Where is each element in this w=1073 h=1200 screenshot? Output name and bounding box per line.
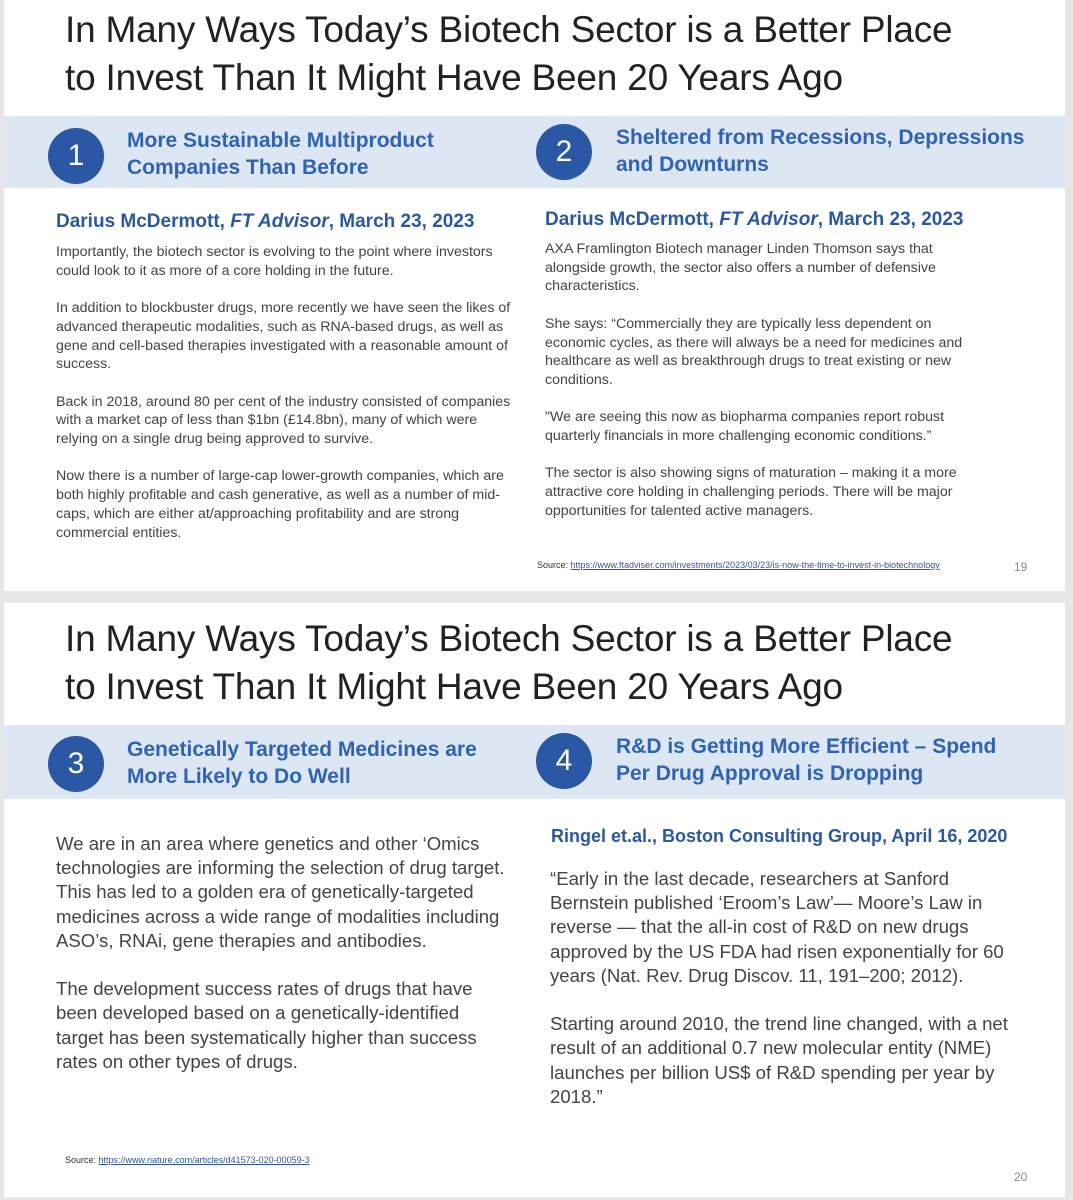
number-badge-2: 2 (536, 124, 592, 180)
number-badge-4: 4 (536, 733, 592, 789)
heading-line-1: More Sustainable Multiproduct (127, 129, 434, 152)
source-link[interactable]: https://www.nature.com/articles/d41573-020-00059-3 (98, 1155, 310, 1165)
title-line-2: to Invest Than It Might Have Been 20 Years Ago (65, 666, 843, 707)
cite-publication: FT Advisor (230, 211, 329, 232)
heading-line-2: Companies Than Before (127, 156, 369, 179)
slide-title (65, 615, 1025, 711)
section-heading-4 (616, 733, 996, 787)
section-heading-1 (127, 127, 434, 181)
citation-1 (56, 210, 475, 234)
paragraph: Importantly, the biotech sector is evolving to the point where investors could look to it as more of a core holding in the future. (56, 244, 493, 279)
heading-line-1: Sheltered from Recessions, Depressions (616, 126, 1025, 149)
body-text-1 (56, 243, 511, 561)
paragraph: AXA Framlington Biotech manager Linden Thomson says that alongside growth, the sector also offers a number of defensive characteristics. (545, 241, 936, 295)
cite-author: Darius McDermott, (56, 211, 231, 232)
number-badge-3: 3 (48, 736, 104, 792)
section-header-band (4, 725, 1065, 799)
paragraph: We are in an area where genetics and other ‘Omics technologies are informing the selection of drug target. This has led to a golden era of genetically-targeted medicines across a wide range of modalities including ASO’s, RNAi, gene therapies and antibodies. (56, 833, 505, 951)
cite-date: , March 23, 2023 (817, 209, 964, 230)
paragraph: The sector is also showing signs of maturation – making it a more attractive core holding in challenging periods. There will be major opportunities for talented active managers. (545, 465, 957, 519)
section-heading-2 (616, 124, 1025, 178)
citation-4: Ringel et.al., Boston Consulting Group, April 16, 2020 (551, 826, 1008, 846)
body-text-3 (56, 832, 511, 1098)
number-badge-1: 1 (48, 128, 104, 184)
paragraph: “Early in the last decade, researchers at Sanford Bernstein published ‘Eroom’s Law’— Moore’s Law in reverse — that the all-in cost of R&D on new drugs approved by the US FDA had risen exponentially for 60 years (Nat. Rev. Drug Discov. 11, 191–200; 2012). (550, 868, 1004, 986)
paragraph: In addition to blockbuster drugs, more recently we have seen the likes of advanced therapeutic modalities, such as RNA-based drugs, as well as gene and cell-based therapies investigated with a reasonable amount of success. (56, 300, 511, 373)
body-text-4 (550, 867, 1020, 1133)
section-header-band (4, 116, 1065, 188)
cite-author: Darius McDermott, (545, 209, 720, 230)
title-line-1: In Many Ways Today’s Biotech Sector is a Better Place (65, 9, 953, 50)
paragraph: She says: “Commercially they are typically less dependent on economic cycles, as there will always be a need for medicines and healthcare as well as breakthrough drugs to treat existing or new conditions. (545, 315, 963, 388)
paragraph: "We are seeing this now as biopharma companies report robust quarterly financials in more challenging economic conditions.” (545, 409, 945, 444)
paragraph: Starting around 2010, the trend line changed, with a net result of an additional 0.7 new molecular entity (NME) launches per billion US$ of R&D spending per year by 2018.” (550, 1013, 1008, 1107)
cite-date: , March 23, 2023 (328, 211, 475, 232)
heading-line-2: and Downturns (616, 153, 769, 176)
heading-line-1: Genetically Targeted Medicines are (127, 738, 477, 761)
paragraph: Now there is a number of large-cap lower-growth companies, which are both highly profitable and cash generative, as well as a number of mid-caps, which are either at/approaching profitability and are strong commercial entities. (56, 468, 504, 541)
slide-19 (4, 0, 1065, 591)
heading-line-2: More Likely to Do Well (127, 765, 351, 788)
cite-publication: FT Advisor (719, 209, 818, 230)
paragraph: Back in 2018, around 80 per cent of the industry consisted of companies with a market cap of less than $1bn (£14.8bn), many of which were relying on a single drug being approved to survive. (56, 393, 511, 447)
source-label: Source: (65, 1155, 99, 1165)
title-line-1: In Many Ways Today’s Biotech Sector is a Better Place (65, 618, 953, 659)
section-heading-3 (127, 736, 477, 790)
source-note (65, 1155, 310, 1165)
heading-line-1: R&D is Getting More Efficient – Spend (616, 735, 997, 758)
body-text-2 (545, 240, 995, 539)
source-note (537, 560, 940, 570)
page-number: 19 (1014, 560, 1028, 574)
page-number: 20 (1014, 1170, 1028, 1184)
title-line-2: to Invest Than It Might Have Been 20 Years Ago (65, 57, 843, 98)
source-label: Source: (537, 560, 571, 570)
slide-20 (4, 603, 1065, 1197)
slide-title (65, 6, 1025, 102)
source-link[interactable]: https://www.ftadviser.com/investments/2023/03/23/is-now-the-time-to-invest-in-biotechnology (570, 560, 940, 570)
citation-2 (545, 208, 964, 232)
paragraph: The development success rates of drugs that have been developed based on a genetically-identified target has been systematically higher than success rates on other types of drugs. (56, 978, 477, 1072)
heading-line-2: Per Drug Approval is Dropping (616, 762, 924, 785)
